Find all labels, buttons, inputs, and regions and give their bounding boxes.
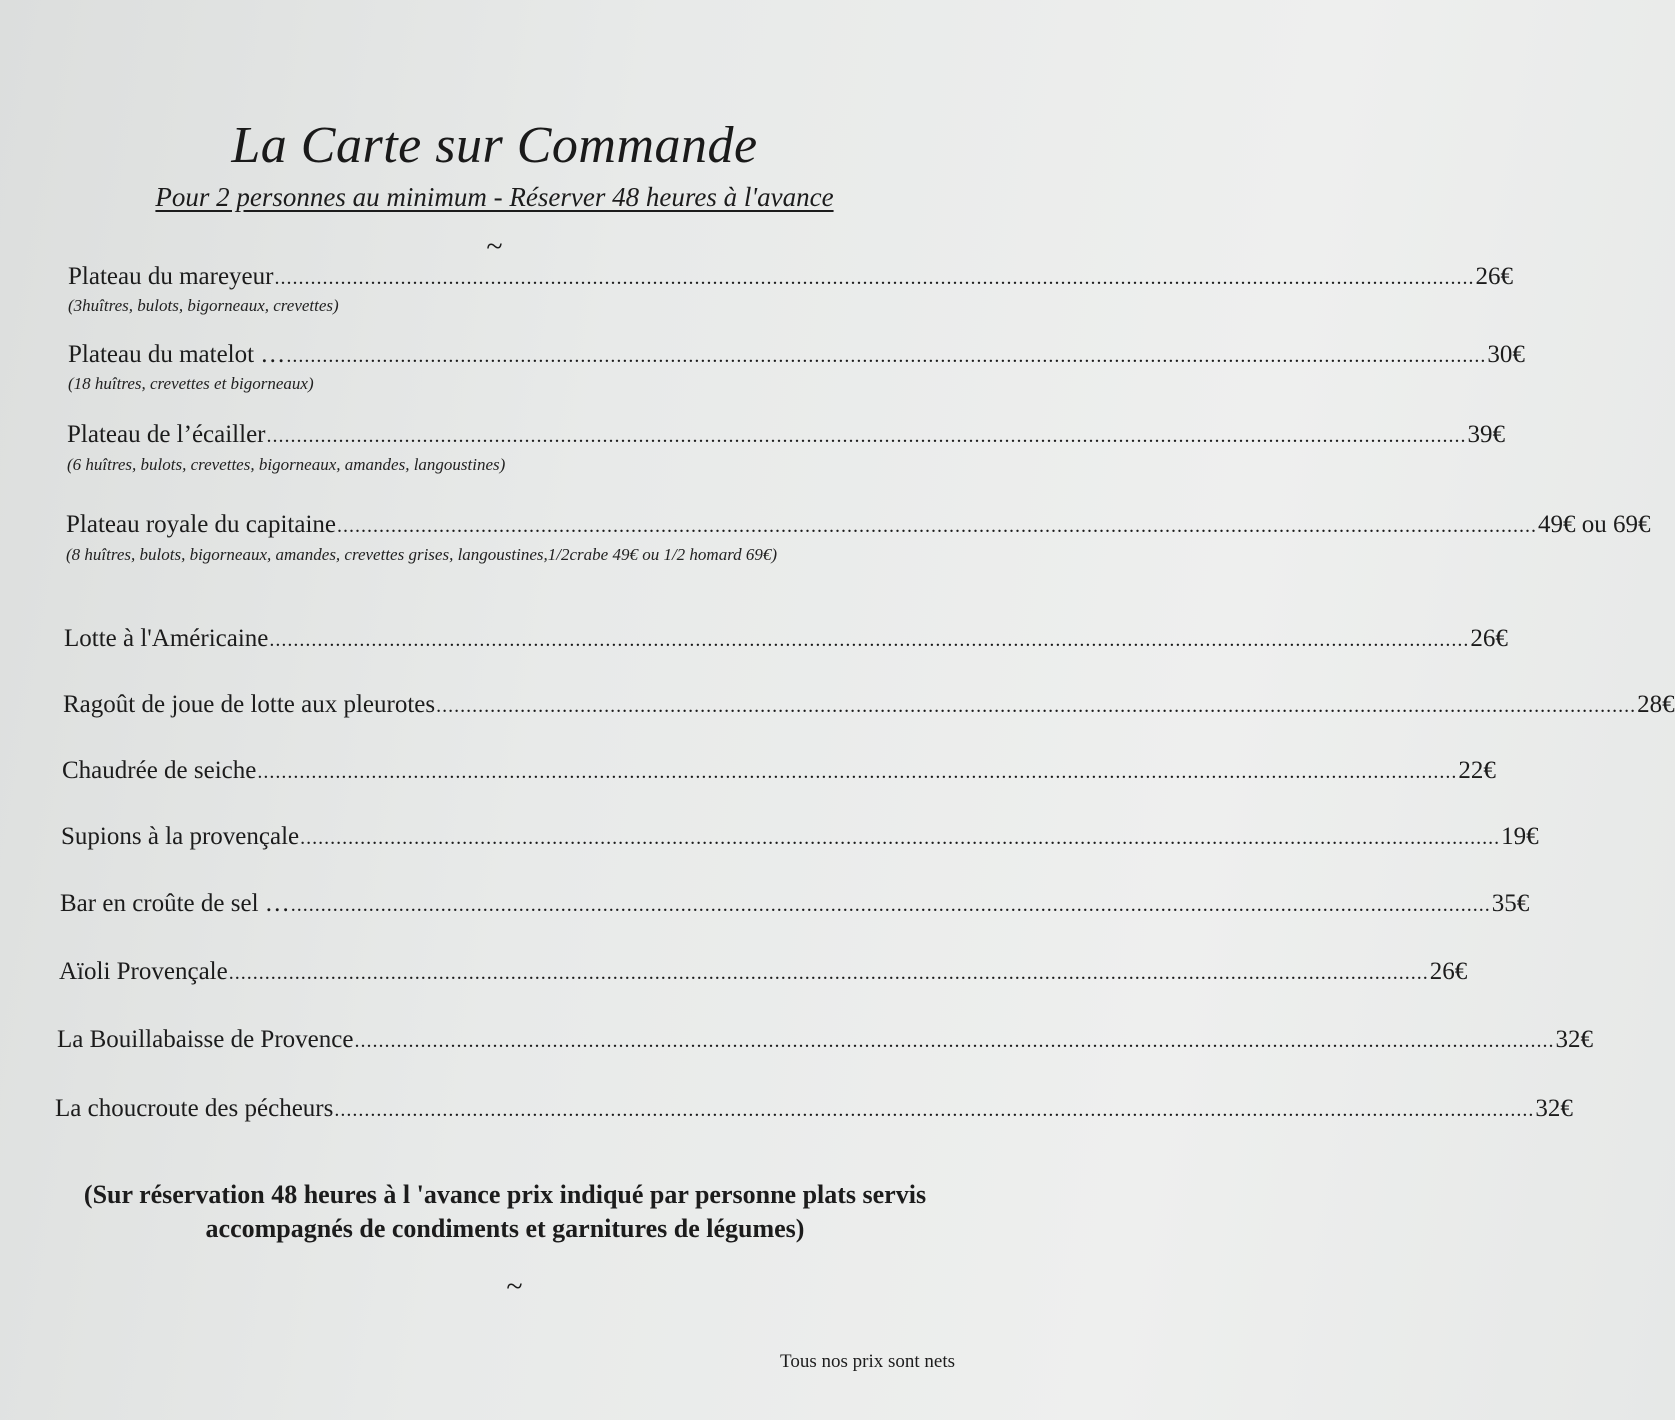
item-price: 49€ ou 69€ <box>1538 511 1651 538</box>
menu-item <box>63 690 1675 721</box>
item-name: La choucroute des pécheurs <box>55 1095 334 1122</box>
item-name: La Bouillabaisse de Provence <box>57 1026 354 1053</box>
separator-top: ~ <box>486 230 503 263</box>
item-price: 19€ <box>1501 823 1539 850</box>
dot-leader: ........................................................................................................................................................................................................ <box>436 695 1637 717</box>
item-description: (3huîtres, bulots, bigorneaux, crevettes) <box>68 296 339 315</box>
separator-bottom: ~ <box>506 1270 523 1303</box>
item-name: Aïoli Provençale <box>59 958 228 985</box>
item-price: 28€ <box>1637 691 1675 718</box>
menu-item <box>66 510 1651 541</box>
item-name: Ragoût de joue de lotte aux pleurotes <box>63 691 436 718</box>
menu-title: La Carte sur Commande <box>231 117 758 174</box>
dot-leader: ........................................................................................................................................................................................................ <box>334 1099 1535 1121</box>
dot-leader: ........................................................................................................................................................................................................ <box>290 894 1491 916</box>
item-name: Supions à la provençale <box>61 823 300 850</box>
item-name: Bar en croûte de sel … <box>60 890 290 917</box>
menu-item <box>62 756 1496 787</box>
dot-leader: ........................................................................................................................................................................................................ <box>228 962 1429 984</box>
item-name: Plateau du matelot … <box>68 341 286 368</box>
menu-subtitle-text: Pour 2 personnes au minimum - Réserver 48 heures à l'avance <box>155 182 834 212</box>
item-price: 32€ <box>1555 1026 1593 1053</box>
menu-subtitle <box>0 180 989 214</box>
item-description: (8 huîtres, bulots, bigorneaux, amandes, crevettes grises, langoustines,1/2crabe 49€ ou 1/2 homard 69€) <box>66 545 778 564</box>
item-description: (6 huîtres, bulots, crevettes, bigorneaux, amandes, langoustines) <box>67 455 506 474</box>
dot-leader: ........................................................................................................................................................................................................ <box>257 761 1458 783</box>
dot-leader: ........................................................................................................................................................................................................ <box>269 629 1470 651</box>
menu-item <box>68 340 1525 371</box>
reservation-note: (Sur réservation 48 heures à l 'avance prix indiqué par personne plats servis accompagnés de condiments et garnitures de légumes) <box>83 1180 927 1243</box>
item-price: 35€ <box>1491 890 1530 917</box>
dot-leader: ........................................................................................................................................................................................................ <box>337 515 1538 537</box>
menu-item <box>68 262 1513 293</box>
item-price: 30€ <box>1487 341 1525 368</box>
item-name: Plateau de l’écailler <box>67 421 266 448</box>
menu-item <box>55 1094 1573 1125</box>
item-price: 26€ <box>1475 263 1513 290</box>
dot-leader: ........................................................................................................................................................................................................ <box>286 345 1487 367</box>
item-price: 39€ <box>1467 421 1505 448</box>
dot-leader: ........................................................................................................................................................................................................ <box>274 267 1475 289</box>
item-price: 32€ <box>1535 1095 1573 1122</box>
menu-item <box>61 822 1539 853</box>
dot-leader: ........................................................................................................................................................................................................ <box>354 1030 1555 1052</box>
item-name: Plateau du mareyeur <box>68 263 274 290</box>
item-description: (18 huîtres, crevettes et bigorneaux) <box>68 374 314 393</box>
menu-item <box>60 889 1530 920</box>
item-price: 26€ <box>1429 958 1468 985</box>
item-price: 22€ <box>1458 757 1496 784</box>
item-name: Lotte à l'Américaine <box>64 625 269 652</box>
prices-net-footer: Tous nos prix sont nets <box>780 1351 955 1372</box>
dot-leader: ........................................................................................................................................................................................................ <box>300 827 1501 849</box>
dot-leader: ........................................................................................................................................................................................................ <box>266 425 1467 447</box>
menu-item <box>64 624 1508 655</box>
menu-item <box>57 1025 1593 1056</box>
menu-item <box>67 420 1505 451</box>
item-name: Chaudrée de seiche <box>62 757 257 784</box>
item-price: 26€ <box>1470 625 1508 652</box>
item-name: Plateau royale du capitaine <box>66 511 337 538</box>
menu-item <box>59 957 1468 988</box>
